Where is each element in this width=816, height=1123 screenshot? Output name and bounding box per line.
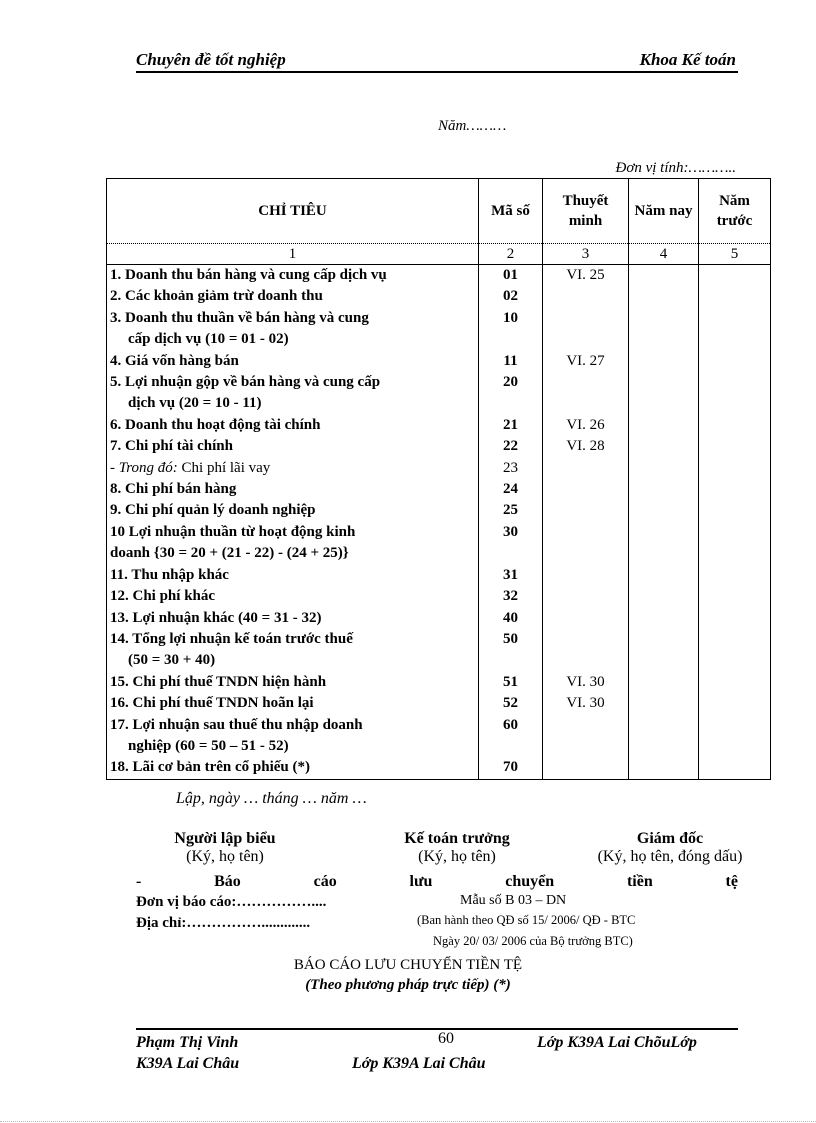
row-item bbox=[107, 458, 479, 479]
row-item-line: doanh {30 = 20 + (21 - 22) - (24 + 25)} bbox=[110, 545, 349, 562]
row-item-line: 10 Lợi nhuận thuần từ hoạt động kinh bbox=[110, 523, 356, 540]
col-header: CHỈ TIÊU bbox=[107, 179, 479, 244]
row-item bbox=[107, 265, 479, 287]
row-code: 52 bbox=[479, 693, 543, 714]
row-previous-year bbox=[699, 458, 771, 479]
row-note bbox=[543, 565, 629, 586]
row-code: 21 bbox=[479, 415, 543, 436]
row-item bbox=[107, 415, 479, 436]
row-item-line: 7. Chi phí tài chính bbox=[110, 438, 233, 455]
row-code: 11 bbox=[479, 351, 543, 372]
col-header: Năm nay bbox=[629, 179, 699, 244]
row-code: 50 bbox=[479, 629, 543, 672]
row-previous-year bbox=[699, 522, 771, 565]
header-right: Khoa Kế toán bbox=[639, 50, 736, 69]
table-row bbox=[107, 522, 771, 565]
footer-author: Phạm Thị Vinh bbox=[136, 1034, 239, 1051]
footer-class-right: Lớp K39A Lai ChõuLớp bbox=[537, 1034, 697, 1051]
row-current-year bbox=[629, 458, 699, 479]
row-item-line: 2. Các khoản giảm trừ doanh thu bbox=[110, 288, 323, 305]
report-title: BÁO CÁO LƯU CHUYỂN TIỀN TỆ bbox=[293, 957, 523, 973]
row-item bbox=[107, 372, 479, 415]
row-item bbox=[107, 351, 479, 372]
row-code: 23 bbox=[479, 458, 543, 479]
table-row bbox=[107, 715, 771, 758]
table-row bbox=[107, 286, 771, 307]
row-item-line: 13. Lợi nhuận khác (40 = 31 - 32) bbox=[110, 609, 322, 626]
signature-chief-accountant bbox=[372, 830, 542, 866]
row-note: VI. 30 bbox=[543, 693, 629, 714]
row-item-line: 3. Doanh thu thuần về bán hàng và cung bbox=[110, 309, 369, 326]
col-number: 4 bbox=[629, 244, 699, 265]
row-previous-year bbox=[699, 757, 771, 779]
section-word: cáo bbox=[313, 873, 337, 890]
row-current-year bbox=[629, 693, 699, 714]
row-item bbox=[107, 479, 479, 500]
table-row bbox=[107, 608, 771, 629]
row-item bbox=[107, 608, 479, 629]
row-previous-year bbox=[699, 608, 771, 629]
row-note bbox=[543, 458, 629, 479]
unit-line: Đơn vị tính:……….. bbox=[615, 160, 736, 176]
row-current-year bbox=[629, 757, 699, 779]
row-code: 22 bbox=[479, 436, 543, 457]
row-note bbox=[543, 586, 629, 607]
row-item-line: 4. Giá vốn hàng bán bbox=[110, 352, 239, 369]
row-note bbox=[543, 522, 629, 565]
row-note bbox=[543, 308, 629, 351]
row-current-year bbox=[629, 415, 699, 436]
row-previous-year bbox=[699, 415, 771, 436]
row-previous-year bbox=[699, 286, 771, 307]
row-current-year bbox=[629, 629, 699, 672]
row-current-year bbox=[629, 565, 699, 586]
row-item bbox=[107, 565, 479, 586]
row-note: VI. 26 bbox=[543, 415, 629, 436]
row-previous-year bbox=[699, 715, 771, 758]
section-word: chuyển bbox=[505, 873, 555, 890]
row-item bbox=[107, 693, 479, 714]
row-current-year bbox=[629, 436, 699, 457]
row-code: 02 bbox=[479, 286, 543, 307]
row-code: 10 bbox=[479, 308, 543, 351]
row-current-year bbox=[629, 286, 699, 307]
row-item bbox=[107, 672, 479, 693]
row-note: VI. 30 bbox=[543, 672, 629, 693]
row-code: 20 bbox=[479, 372, 543, 415]
row-code: 32 bbox=[479, 586, 543, 607]
row-note bbox=[543, 500, 629, 521]
row-note bbox=[543, 715, 629, 758]
row-note: VI. 25 bbox=[543, 265, 629, 287]
row-note bbox=[543, 608, 629, 629]
row-item bbox=[107, 500, 479, 521]
table-row bbox=[107, 757, 771, 779]
row-previous-year bbox=[699, 479, 771, 500]
col-header: Năm trước bbox=[699, 179, 771, 244]
col-number: 3 bbox=[543, 244, 629, 265]
row-previous-year bbox=[699, 586, 771, 607]
row-item-rest: Chi phí lãi vay bbox=[177, 459, 271, 476]
row-previous-year bbox=[699, 693, 771, 714]
col-header: Mã số bbox=[479, 179, 543, 244]
table-row bbox=[107, 436, 771, 457]
unit-report: Đơn vị báo cáo:…………….... bbox=[136, 894, 327, 910]
section-heading bbox=[136, 873, 738, 891]
row-item-line: 17. Lợi nhuận sau thuế thu nhập doanh bbox=[110, 716, 363, 733]
row-current-year bbox=[629, 672, 699, 693]
table-row bbox=[107, 351, 771, 372]
signature-sub: (Ký, họ tên, đóng dấu) bbox=[597, 848, 743, 865]
section-word: - bbox=[136, 873, 142, 890]
row-note bbox=[543, 629, 629, 672]
row-current-year bbox=[629, 522, 699, 565]
row-item-line: 16. Chi phí thuế TNDN hoãn lại bbox=[110, 695, 314, 712]
row-item-line: 12. Chi phí khác bbox=[110, 588, 216, 605]
row-current-year bbox=[629, 351, 699, 372]
table-row bbox=[107, 500, 771, 521]
page-number: 60 bbox=[438, 1030, 454, 1047]
row-previous-year bbox=[699, 629, 771, 672]
row-item bbox=[107, 286, 479, 307]
row-code: 30 bbox=[479, 522, 543, 565]
section-word: tệ bbox=[725, 873, 738, 890]
row-code: 51 bbox=[479, 672, 543, 693]
row-item-line: 1. Doanh thu bán hàng và cung cấp dịch vụ bbox=[110, 267, 387, 283]
col-number: 2 bbox=[479, 244, 543, 265]
signature-preparer bbox=[140, 830, 310, 866]
row-item-line: (50 = 30 + 40) bbox=[128, 652, 216, 669]
table-row bbox=[107, 372, 771, 415]
col-number: 1 bbox=[107, 244, 479, 265]
row-note bbox=[543, 372, 629, 415]
signature-title: Giám đốc bbox=[636, 830, 704, 847]
row-note bbox=[543, 757, 629, 779]
row-item bbox=[107, 757, 479, 779]
form-issued: (Ban hành theo QĐ số 15/ 2006/ QĐ - BTC bbox=[417, 913, 636, 927]
footer-rule bbox=[136, 1028, 738, 1030]
row-code: 40 bbox=[479, 608, 543, 629]
footer-class-left: K39A Lai Châu bbox=[136, 1055, 240, 1072]
row-item-line: 9. Chi phí quản lý doanh nghiệp bbox=[110, 502, 316, 519]
row-item bbox=[107, 436, 479, 457]
form-date: Ngày 20/ 03/ 2006 của Bộ trưởng BTC) bbox=[433, 934, 633, 948]
row-note: VI. 27 bbox=[543, 351, 629, 372]
table-row bbox=[107, 693, 771, 714]
row-item bbox=[107, 715, 479, 758]
table-row bbox=[107, 586, 771, 607]
page-edge bbox=[0, 1121, 816, 1122]
row-code: 25 bbox=[479, 500, 543, 521]
row-current-year bbox=[629, 479, 699, 500]
section-word: lưu bbox=[409, 873, 433, 890]
row-code: 60 bbox=[479, 715, 543, 758]
row-code: 24 bbox=[479, 479, 543, 500]
row-current-year bbox=[629, 308, 699, 351]
row-current-year bbox=[629, 715, 699, 758]
row-previous-year bbox=[699, 372, 771, 415]
row-item-line: 11. Thu nhập khác bbox=[110, 566, 229, 583]
row-current-year bbox=[629, 500, 699, 521]
table-row bbox=[107, 479, 771, 500]
row-previous-year bbox=[699, 436, 771, 457]
signature-sub: (Ký, họ tên) bbox=[418, 848, 496, 865]
row-item-line: 18. Lãi cơ bản trên cổ phiếu (*) bbox=[110, 759, 310, 776]
header-rule bbox=[136, 71, 738, 73]
row-item bbox=[107, 586, 479, 607]
date-line: Lập, ngày … tháng … năm … bbox=[176, 790, 367, 807]
section-word: tiền bbox=[626, 873, 653, 890]
row-item-line: cấp dịch vụ (10 = 01 - 02) bbox=[128, 331, 289, 348]
table-header-row bbox=[107, 179, 771, 244]
table-row bbox=[107, 458, 771, 479]
row-code: 70 bbox=[479, 757, 543, 779]
signature-title: Người lập biểu bbox=[174, 830, 276, 847]
row-current-year bbox=[629, 372, 699, 415]
row-item-line: nghiệp (60 = 50 – 51 - 52) bbox=[128, 737, 289, 754]
table-row bbox=[107, 265, 771, 287]
signature-sub: (Ký, họ tên) bbox=[186, 848, 264, 865]
header-left: Chuyên đề tốt nghiệp bbox=[136, 50, 286, 69]
report-subtitle: (Theo phương pháp trực tiếp) (*) bbox=[305, 977, 511, 993]
col-number: 5 bbox=[699, 244, 771, 265]
column-number-row bbox=[107, 244, 771, 265]
row-current-year bbox=[629, 265, 699, 287]
row-code: 01 bbox=[479, 265, 543, 287]
row-previous-year bbox=[699, 351, 771, 372]
year-line: Năm……… bbox=[438, 118, 507, 134]
row-item-italic: - Trong đó: bbox=[110, 459, 178, 476]
row-previous-year bbox=[699, 500, 771, 521]
row-previous-year bbox=[699, 265, 771, 287]
row-item bbox=[107, 629, 479, 672]
row-note: VI. 28 bbox=[543, 436, 629, 457]
address: Địa chỉ:……………............. bbox=[136, 915, 311, 931]
row-code: 31 bbox=[479, 565, 543, 586]
col-header: Thuyết minh bbox=[543, 179, 629, 244]
row-item bbox=[107, 308, 479, 351]
row-item-line: dịch vụ (20 = 10 - 11) bbox=[128, 395, 262, 412]
row-note bbox=[543, 286, 629, 307]
row-item bbox=[107, 522, 479, 565]
row-note bbox=[543, 479, 629, 500]
row-previous-year bbox=[699, 308, 771, 351]
form-number: Mẫu số B 03 – DN bbox=[460, 893, 567, 908]
row-previous-year bbox=[699, 565, 771, 586]
row-current-year bbox=[629, 608, 699, 629]
table-row bbox=[107, 308, 771, 351]
signature-title: Kế toán trưởng bbox=[404, 830, 510, 847]
row-item-line: 6. Doanh thu hoạt động tài chính bbox=[110, 416, 321, 433]
row-current-year bbox=[629, 586, 699, 607]
row-item-line: 5. Lợi nhuận gộp về bán hàng và cung cấp bbox=[110, 374, 381, 391]
row-item-line: 8. Chi phí bán hàng bbox=[110, 481, 237, 498]
income-statement-table bbox=[106, 178, 771, 780]
row-item-line: 14. Tổng lợi nhuận kế toán trước thuế bbox=[110, 630, 353, 647]
section-word: Báo bbox=[214, 873, 241, 890]
row-previous-year bbox=[699, 672, 771, 693]
footer-class-center: Lớp K39A Lai Châu bbox=[352, 1055, 486, 1072]
table-row bbox=[107, 565, 771, 586]
signature-director bbox=[570, 830, 770, 866]
table-row bbox=[107, 415, 771, 436]
row-item-line: 15. Chi phí thuế TNDN hiện hành bbox=[110, 673, 327, 690]
table-row bbox=[107, 629, 771, 672]
table-row bbox=[107, 672, 771, 693]
